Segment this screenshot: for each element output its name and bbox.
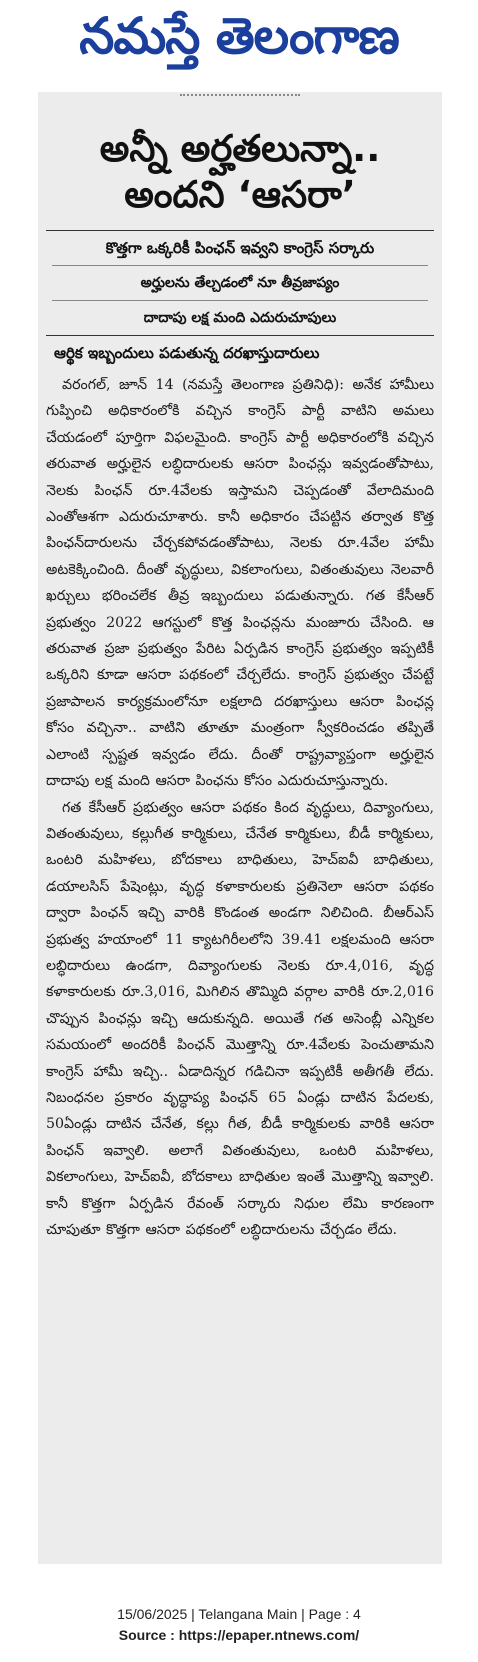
- cut-edge: [38, 94, 442, 108]
- deck-line-2: అర్హులను తేల్చడంలో నూ తీవ్రజాప్యం: [140, 275, 340, 291]
- headline-line-2: అందని ‘ఆసరా’: [124, 173, 356, 216]
- article-body: [38, 368, 442, 1243]
- footer-date-line: 15/06/2025 | Telangana Main | Page : 4: [117, 1606, 361, 1622]
- deck-line-3: దాదాపు లక్ష మంది ఎదురుచూపులు: [143, 310, 337, 326]
- headline: [38, 126, 442, 218]
- footer-source-line: Source : https://epaper.ntnews.com/: [118, 1627, 360, 1643]
- subheading: ఆర్థిక ఇబ్బందులు పడుతున్న దరఖాస్తుదారులు: [54, 344, 320, 362]
- article-clipping: [38, 92, 442, 1564]
- deck-line-1: కొత్తగా ఒక్కరికీ పింఛన్ ఇవ్వని కాంగ్రెస్ సర్కారు: [105, 239, 375, 257]
- masthead-title: నమస్తే తెలంగాణ: [79, 6, 399, 65]
- body-paragraph: గత కేసీఆర్ ప్రభుత్వం ఆసరా పథకం కింద వృద్ధులు, దివ్యాంగులు, వితంతువులు, కల్లుగీత కార్మికులు, చేనేత కార్మికులు, బీడీ కార్మికులు, ఒంటరి మహిళలు, బోదకాలు బాధితులు, హెచ్ఐవీ బాధితులు, డయాలసిస్ పేషెంట్లు, వృద్ధ కళాకారులకు ప్రతినెలా ఆసరా పథకం ద్వారా పింఛన్ ఇచ్చి వారికి కొండంత అండగా నిలిచింది. బీఆర్ఎస్ ప్రభుత్వ హయాంలో 11 క్యాటగిరీలలోని 39.41 లక్షలమంది ఆసరా లబ్ధిదారులు ఉండగా, దివ్యాంగులకు నెలకు రూ.4,016, వృద్ధ కళాకారులకు రూ.3,016, మిగిలిన తొమ్మిది వర్గాల వారికి రూ.2,016 చొప్పున పింఛన్లు ఇచ్చి ఆదుకున్నది. అయితే గత అసెంబ్లీ ఎన్నికల సమయంలో అందరికీ పింఛన్ మొత్తాన్ని రూ.4వేలకు పెంచుతామని కాంగ్రెస్ హామీ ఇచ్చి.. ఏడాదిన్నర గడిచినా ఇప్పటికీ అతీగతీ లేదు. నిబంధనల ప్రకారం వృద్ధాప్య పింఛన్ 65 ఏండ్లు దాటిన పేదలకు, 50ఏండ్లు దాటిన చేనేత, కల్లు గీత, బీడీ కార్మికులకు వారికి ఆసరా పింఛన్ ఇవ్వాలి. అలాగే వితంతువులు, ఒంటరి మహిళలు, వికలాంగులు, హెచ్ఐవీ, బోదకాలు బాధితుల ఇంతే మొత్తాన్ని ఇవ్వాలి. కానీ కొత్తగా ఏర్పడిన రేవంత్ సర్కారు నిధుల లేమి కారణంగా చూపుతూ కొత్తగా ఆసరా పథకంలో లబ్ధిదారులను చేర్చడం లేదు.: [46, 799, 434, 1238]
- newspaper-masthead: [34, 2, 444, 82]
- body-paragraph: వరంగల్, జూన్ 14 (నమస్తే తెలంగాణ ప్రతినిధి): అనేక హామీలు గుప్పించి అధికారంలోకి వచ్చిన కాంగ్రెస్ పార్టీ వాటిని అమలు చేయడంలో పూర్తిగా విఫలమైంది. కాంగ్రెస్ పార్టీ అధికారంలోకి వచ్చిన తరువాత అర్హులైన లబ్ధిదారులకు ఆసరా పింఛన్లు ఇవ్వడంతోపాటు, నెలకు పింఛన్ రూ.4వేలకు ఇస్తామని చెప్పడంతో వేలాదిమంది ఎంతోఆశగా ఎదురుచూశారు. కానీ అధికారం చేపట్టిన తర్వాత కొత్త పింఛన్‌దారులను చేర్చకపోవడంతోపాటు, నెలకు రూ.4వేల హామీ అటకెక్కించింది. దీంతో వృద్ధులు, వికలాంగులు, వితంతువులు నెలవారీ ఖర్చులు భరించలేక తీవ్ర ఇబ్బందులు పడుతున్నారు. గత కేసీఆర్ ప్రభుత్వం 2022 ఆగస్టులో కొత్త పింఛన్లను మంజూరు చేసింది. ఆ తరువాత ప్రజా ప్రభుత్వం పేరిట ఏర్పడిన కాంగ్రెస్ ప్రభుత్వం ఇప్పటికీ ఒక్కరిని కూడా ఆసరా పథకంలో చేర్చలేదు. కాంగ్రెస్ ప్రభుత్వం చేపట్టే ప్రజాపాలన కార్యక్రమంలోనూ లక్షలాది దరఖాస్తులు ఆసరా పింఛన్ల కోసం వచ్చినా.. వాటిని తూతూ మంత్రంగా స్వీకరించడం తప్పితే ఎలాంటి స్పష్టత ఇవ్వడం లేదు. దీంతో రాష్ట్రవ్యాప్తంగా అర్హులైన దాదాపు లక్ష మంది ఆసరా పింఛను కోసం ఎదురుచూస్తున్నారు.: [46, 377, 434, 790]
- headline-line-1: అన్నీ అర్హతలున్నా..: [99, 127, 381, 170]
